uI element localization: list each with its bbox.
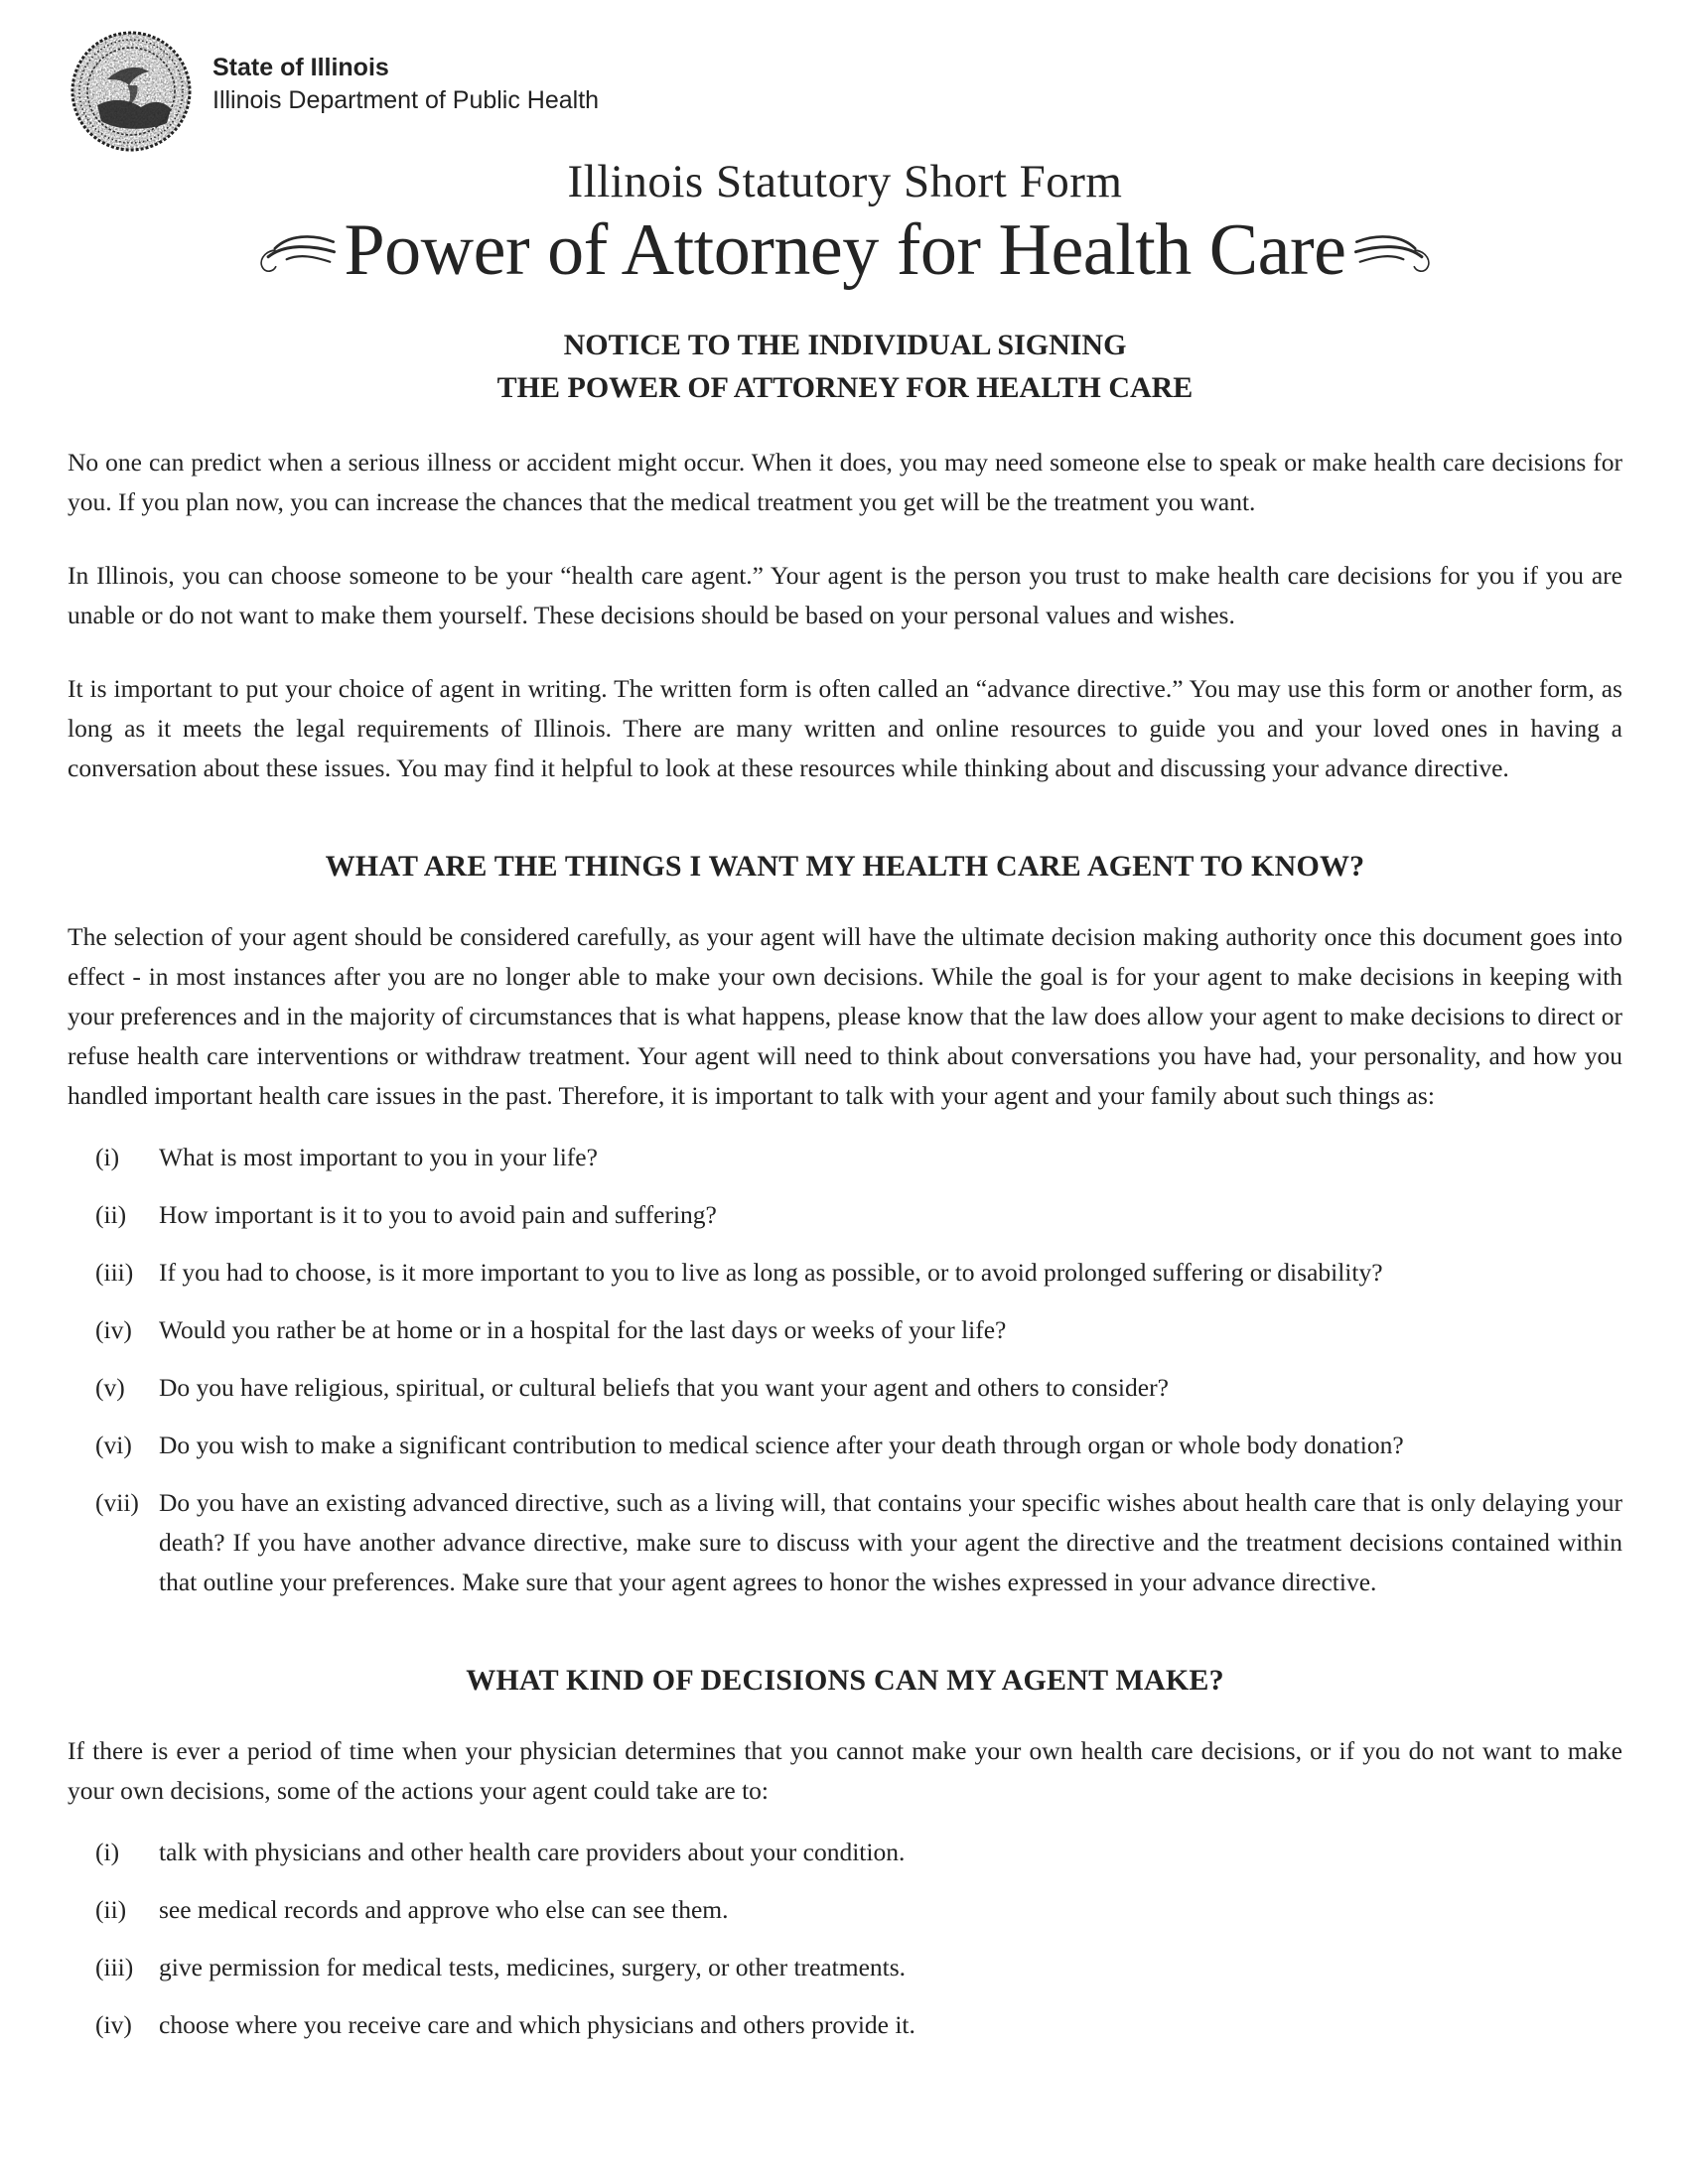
header xyxy=(68,28,1622,155)
list-item-text: see medical records and approve who else can see them. xyxy=(159,1895,729,1924)
list-item-marker: (iii) xyxy=(95,1953,134,1981)
title-block xyxy=(68,155,1622,290)
list-item-text: Do you have religious, spiritual, or cultural beliefs that you want your agent and others to consider? xyxy=(159,1373,1169,1402)
list-item-text: choose where you receive care and which physicians and others provide it. xyxy=(159,2010,915,2039)
list-item-text: What is most important to you in your life? xyxy=(159,1143,598,1171)
list-item xyxy=(95,1195,1622,1235)
list-item-marker: (i) xyxy=(95,1838,120,1866)
list-item-marker: (vii) xyxy=(95,1488,139,1517)
list-item-marker: (ii) xyxy=(95,1200,127,1229)
list-item-marker: (iv) xyxy=(95,1315,132,1344)
list-item-marker: (vi) xyxy=(95,1431,132,1459)
agent-know-list xyxy=(68,1138,1622,1602)
list-item-text: Do you wish to make a significant contribution to medical science after your death through organ or whole body donation? xyxy=(159,1431,1404,1459)
paragraph: No one can predict when a serious illness or accident might occur. When it does, you may need someone else to speak or make health care decisions for you. If you plan now, you can increase the chances that the medical treatment you get will be the treatment you want. xyxy=(68,448,1622,516)
flourish-right-icon xyxy=(1353,222,1437,278)
list-item xyxy=(95,1948,1622,1987)
form-subtitle: Illinois Statutory Short Form xyxy=(567,156,1123,207)
list-item xyxy=(95,1138,1622,1177)
list-item xyxy=(95,1310,1622,1350)
list-item-text: If you had to choose, is it more important to you to live as long as possible, or to avoid prolonged suffering or disability? xyxy=(159,1258,1383,1287)
notice-body xyxy=(68,443,1622,788)
list-item xyxy=(95,1426,1622,1465)
list-item-marker: (iii) xyxy=(95,1258,134,1287)
paragraph: It is important to put your choice of agent in writing. The written form is often called an “advance directive.” You may use this form or another form, as long as it meets the legal requirements of Illinois. There are many written and online resources to guide you and your loved ones in having a conversation about these issues. You may find it helpful to look at these resources while thinking about and discussing your advance directive. xyxy=(68,674,1622,782)
list-item-marker: (iv) xyxy=(95,2010,132,2039)
notice-heading xyxy=(68,324,1622,409)
form-title-row xyxy=(68,210,1622,290)
flourish-left-icon xyxy=(253,222,337,278)
section-heading-agent-decisions: WHAT KIND OF DECISIONS CAN MY AGENT MAKE? xyxy=(466,1664,1224,1697)
list-item-text: talk with physicians and other health care providers about your condition. xyxy=(159,1838,906,1866)
list-item xyxy=(95,2005,1622,2045)
paragraph: In Illinois, you can choose someone to be your “health care agent.” Your agent is the person you trust to make health care decisions for you if you are unable or do not want to make them yourself. These decisions should be based on your personal values and wishes. xyxy=(68,561,1622,629)
form-title: Power of Attorney for Health Care xyxy=(344,209,1346,291)
notice-heading-line1: NOTICE TO THE INDIVIDUAL SIGNING xyxy=(563,329,1127,361)
list-item-marker: (ii) xyxy=(95,1895,127,1924)
paragraph: If there is ever a period of time when your physician determines that you cannot make your own health care decisions, or if you do not want to make your own decisions, some of the actions your agent could take are to: xyxy=(68,1736,1622,1805)
section-heading-agent-know: WHAT ARE THE THINGS I WANT MY HEALTH CARE AGENT TO KNOW? xyxy=(325,850,1365,883)
list-item xyxy=(95,1833,1622,1872)
list-item-text: Do you have an existing advanced directive, such as a living will, that contains your specific wishes about health care that is only delaying your death? If you have another advance directive, make sure to discuss with your agent the directive and the treatment decisions contained within that outline your preferences. Make sure that your agent agrees to honor the wishes expressed in your advance directive. xyxy=(159,1488,1622,1596)
paragraph: The selection of your agent should be considered carefully, as your agent will have the ultimate decision making authority once this document goes into effect - in most instances after you are no longer able to make your own decisions. While the goal is for your agent to make decisions in keeping with your preferences and in the majority of circumstances that is what happens, please know that the law does allow your agent to make decisions to direct or refuse health care interventions or withdraw treatment. Your agent will need to think about conversations you have had, your personality, and how you handled important health care issues in the past. Therefore, it is important to talk with your agent and your family about such things as: xyxy=(68,922,1622,1110)
list-item xyxy=(95,1368,1622,1408)
illinois-state-seal-icon xyxy=(68,28,195,155)
agency-name: State of Illinois xyxy=(212,54,389,81)
list-item-marker: (v) xyxy=(95,1373,125,1402)
agency-block xyxy=(212,52,599,117)
list-item xyxy=(95,1890,1622,1930)
list-item-marker: (i) xyxy=(95,1143,120,1171)
list-item xyxy=(95,1483,1622,1602)
list-item-text: How important is it to you to avoid pain and suffering? xyxy=(159,1200,717,1229)
list-item-text: give permission for medical tests, medicines, surgery, or other treatments. xyxy=(159,1953,907,1981)
list-item-text: Would you rather be at home or in a hospital for the last days or weeks of your life? xyxy=(159,1315,1007,1344)
list-item xyxy=(95,1253,1622,1293)
agent-decisions-list xyxy=(68,1833,1622,2045)
notice-heading-line2: THE POWER OF ATTORNEY FOR HEALTH CARE xyxy=(496,371,1194,404)
agency-department: Illinois Department of Public Health xyxy=(212,86,600,114)
